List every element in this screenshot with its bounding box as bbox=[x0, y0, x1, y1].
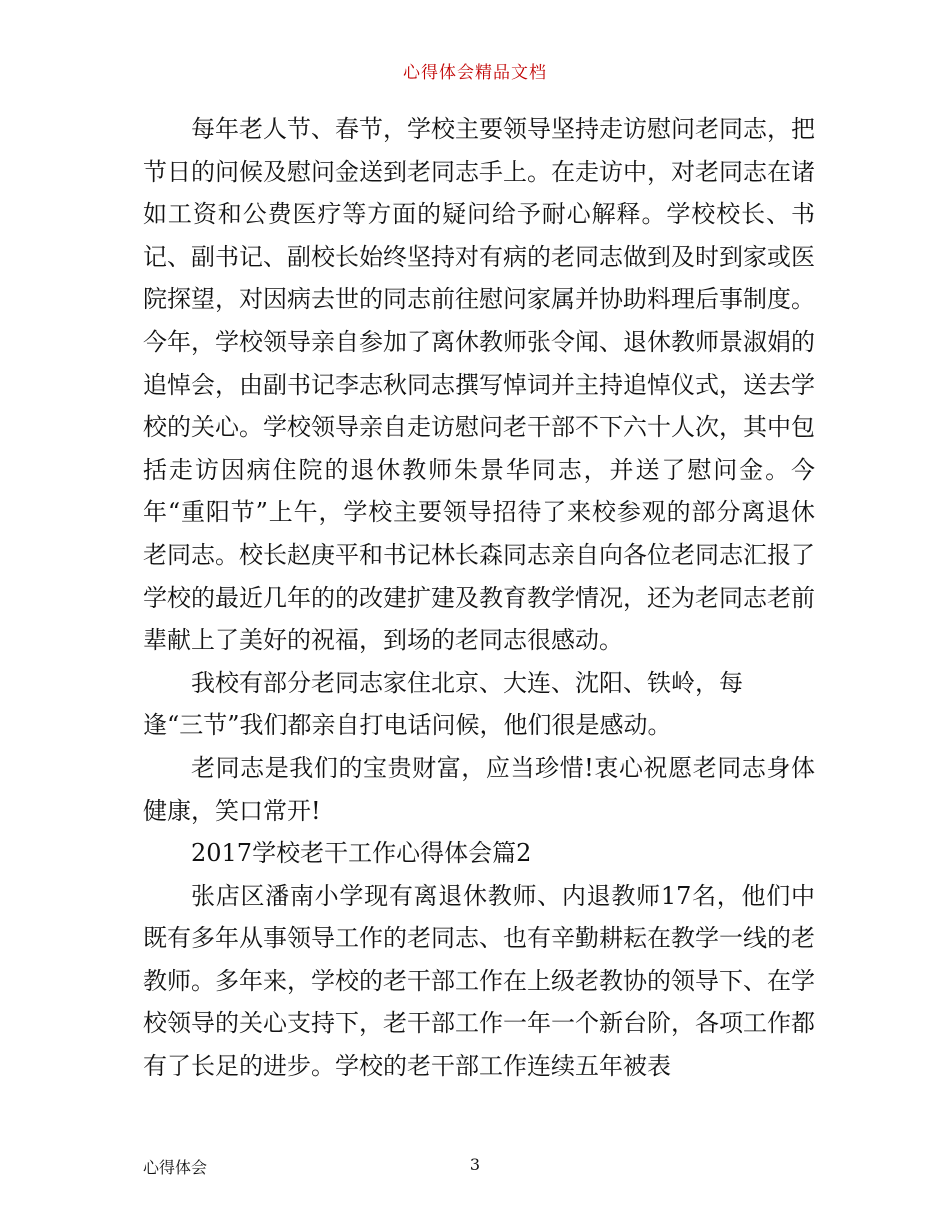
page-number: 3 bbox=[469, 1155, 481, 1174]
paragraph-phone-greetings: 我校有部分老同志家住北京、大连、沈阳、铁岭，每逢“三节”我们都亲自打电话问候，他们很是感动。 bbox=[143, 668, 743, 740]
paragraph-wishes: 老同志是我们的宝贵财富，应当珍惜!衷心祝愿老同志身体健康，笑口常开! bbox=[143, 753, 815, 825]
section-heading: 2017学校老干工作心得体会篇2 bbox=[191, 839, 532, 868]
paragraph-visits: 每年老人节、春节，学校主要领导坚持走访慰问老同志，把节日的问候及慰问金送到老同志手上。在走访中，对老同志在诸如工资和公费医疗等方面的疑问给予耐心解释。学校校长、书记、副书记、副校长始终坚持对有病的老同志做到及时到家或医院探望，对因病去世的同志前往慰问家属并协助料理后事制度。今年，学校领导亲自参加了离休教师张令闻、退休教师景淑娟的追悼会，由副书记李志秋同志撰写悼词并主持追悼仪式，送去学校的关心。学校领导亲自走访慰问老干部不下六十人次，其中包括走访因病住院的退休教师朱景华同志，并送了慰问金。今年“重阳节”上午，学校主要领导招待了来校参观的部分离退休老同志。校长赵庚平和书记林长森同志亲自向各位老同志汇报了学校的最近几年的的改建扩建及教育教学情况，还为老同志老前辈献上了美好的祝福，到场的老同志很感动。 bbox=[143, 115, 815, 655]
page-header-title: 心得体会精品文档 bbox=[403, 63, 547, 83]
paragraph-school-intro: 张店区潘南小学现有离退休教师、内退教师17名，他们中既有多年从事领导工作的老同志、也有辛勤耕耘在教学一线的老教师。多年来，学校的老干部工作在上级老教协的领导下、在学校领导的关心支持下，老干部工作一年一个新台阶，各项工作都有了长足的进步。学校的老干部工作连续五年被表 bbox=[143, 881, 815, 1081]
footer-label: 心得体会 bbox=[143, 1158, 208, 1177]
document-body bbox=[143, 108, 815, 1088]
